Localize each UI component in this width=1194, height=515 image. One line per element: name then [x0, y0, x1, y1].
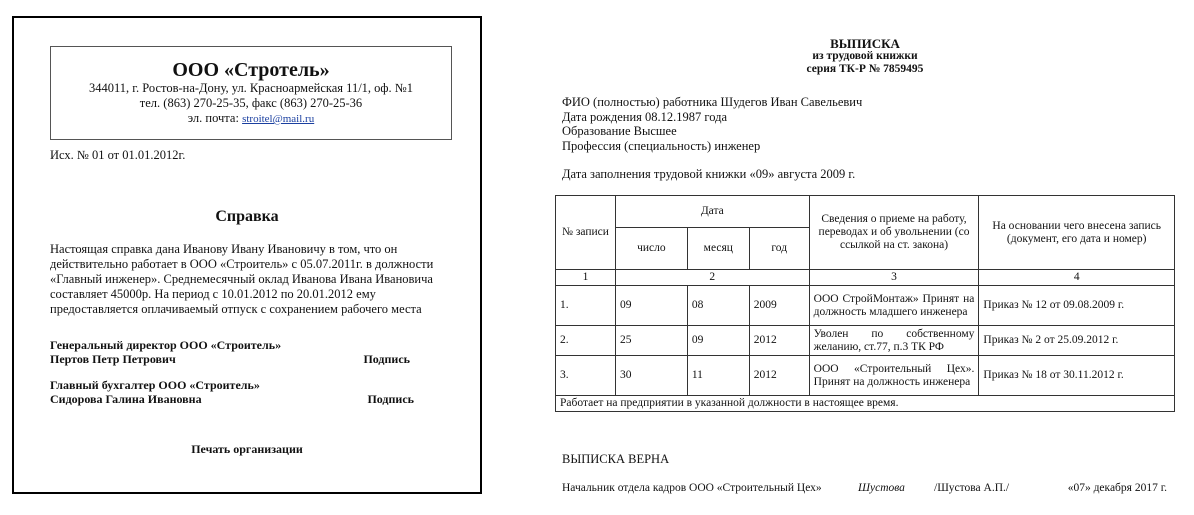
- letterhead-box: [50, 46, 452, 140]
- employee-education: Образование Высшее: [562, 124, 677, 138]
- header-record-no: № записи: [556, 196, 616, 270]
- accountant-title: Главный бухгалтер ООО «Строитель»: [50, 378, 260, 392]
- director-title: Генеральный директор ООО «Строитель»: [50, 338, 282, 352]
- column-number: 4: [979, 270, 1175, 286]
- record-basis: Приказ № 18 от 30.11.2012 г.: [979, 356, 1175, 396]
- header-year: год: [749, 228, 809, 270]
- extract-title-block: [540, 37, 1190, 76]
- header-day: число: [615, 228, 687, 270]
- table-row: [556, 286, 1175, 326]
- record-no: 2.: [556, 326, 616, 356]
- company-phones: тел. (863) 270-25-35, факс (863) 270-25-36: [139, 96, 363, 110]
- table-row: [556, 356, 1175, 396]
- certificate-document: [12, 16, 482, 494]
- record-month: 09: [687, 326, 749, 356]
- signature-date: «07» декабря 2017 г.: [1067, 482, 1167, 494]
- hr-chief-name: /Шустова А.П./: [934, 482, 1010, 494]
- header-month: месяц: [687, 228, 749, 270]
- certificate-title: Справка: [215, 208, 279, 225]
- record-day: 09: [615, 286, 687, 326]
- director-sign-label: Подпись: [363, 352, 410, 366]
- hr-chief-signature: Шустова: [858, 482, 905, 494]
- employment-records-table: [555, 195, 1175, 412]
- record-month: 11: [687, 356, 749, 396]
- email-link[interactable]: stroitel@mail.ru: [242, 113, 315, 125]
- record-day: 25: [615, 326, 687, 356]
- company-email-line: [51, 111, 451, 127]
- header-record-info: Сведения о приеме на работу, переводах и об увольнении (со ссылкой на ст. закона): [809, 196, 979, 270]
- record-year: 2012: [749, 356, 809, 396]
- column-number: 3: [809, 270, 979, 286]
- record-info: ООО «Строительный Цех». Принят на должность инженера: [809, 356, 979, 396]
- table-row: [556, 326, 1175, 356]
- column-number: 1: [556, 270, 616, 286]
- stamp-label: Печать организации: [191, 442, 303, 456]
- record-year: 2012: [749, 326, 809, 356]
- header-basis: На основании чего внесена запись (документ, его дата и номер): [979, 196, 1175, 270]
- record-basis: Приказ № 2 от 25.09.2012 г.: [979, 326, 1175, 356]
- workbook-extract-document: [540, 0, 1190, 515]
- current-employment-note: Работает на предприятии в указанной должности в настоящее время.: [556, 396, 1175, 412]
- email-label: эл. почта:: [187, 111, 239, 125]
- extract-subtitle: из трудовой книжки: [812, 50, 918, 62]
- record-month: 08: [687, 286, 749, 326]
- hr-chief-signature-line: [562, 482, 1167, 494]
- accountant-sign-label: Подпись: [367, 392, 414, 406]
- accountant-signature-block: [50, 378, 414, 406]
- outgoing-ref: Исх. № 01 от 01.01.2012г.: [50, 148, 186, 162]
- extract-series: серия ТК-Р № 7859495: [806, 63, 924, 75]
- employee-profession: Профессия (специальность) инженер: [562, 138, 761, 153]
- employee-birth: Дата рождения 08.12.1987 года: [562, 109, 728, 124]
- accountant-name: Сидорова Галина Ивановна: [50, 392, 202, 406]
- director-signature-block: [50, 338, 410, 366]
- column-number: 2: [615, 270, 809, 286]
- employee-fio: ФИО (полностью) работника Шудегов Иван Савельевич: [562, 95, 863, 109]
- director-name: Пертов Петр Петрович: [50, 352, 176, 366]
- record-info: Уволен по собственному желанию, ст.77, п.3 ТК РФ: [809, 326, 979, 356]
- record-info: ООО СтройМонтаж» Принят на должность младшего инженера: [809, 286, 979, 326]
- hr-chief-title: Начальник отдела кадров ООО «Строительный Цех»: [562, 482, 822, 494]
- extract-title: ВЫПИСКА: [830, 36, 900, 51]
- company-name: ООО «Стротель»: [172, 59, 330, 81]
- record-day: 30: [615, 356, 687, 396]
- employee-info: [562, 95, 862, 153]
- record-year: 2009: [749, 286, 809, 326]
- certificate-body: Настоящая справка дана Иванову Ивану Ивановичу в том, что он действительно работает в ООО «Строитель» с 05.07.2011г. в должности «Главный инженер». Среднемесячный оклад Иванова Ивана Ивановича составляет 45000р. На период с 10.01.2012 по 20.01.2012 ему предоставляется оплачиваемый отпуск с сохранением рабочего места: [50, 242, 434, 316]
- header-date: Дата: [615, 196, 809, 228]
- company-address: 344011, г. Ростов-на-Дону, ул. Красноармейская 11/1, оф. №1: [89, 81, 413, 95]
- workbook-fill-date: Дата заполнения трудовой книжки «09» августа 2009 г.: [562, 167, 856, 181]
- record-basis: Приказ № 12 от 09.08.2009 г.: [979, 286, 1175, 326]
- record-no: 3.: [556, 356, 616, 396]
- table-footer-row: [556, 396, 1175, 412]
- extract-confirmed: ВЫПИСКА ВЕРНА: [562, 452, 670, 466]
- record-no: 1.: [556, 286, 616, 326]
